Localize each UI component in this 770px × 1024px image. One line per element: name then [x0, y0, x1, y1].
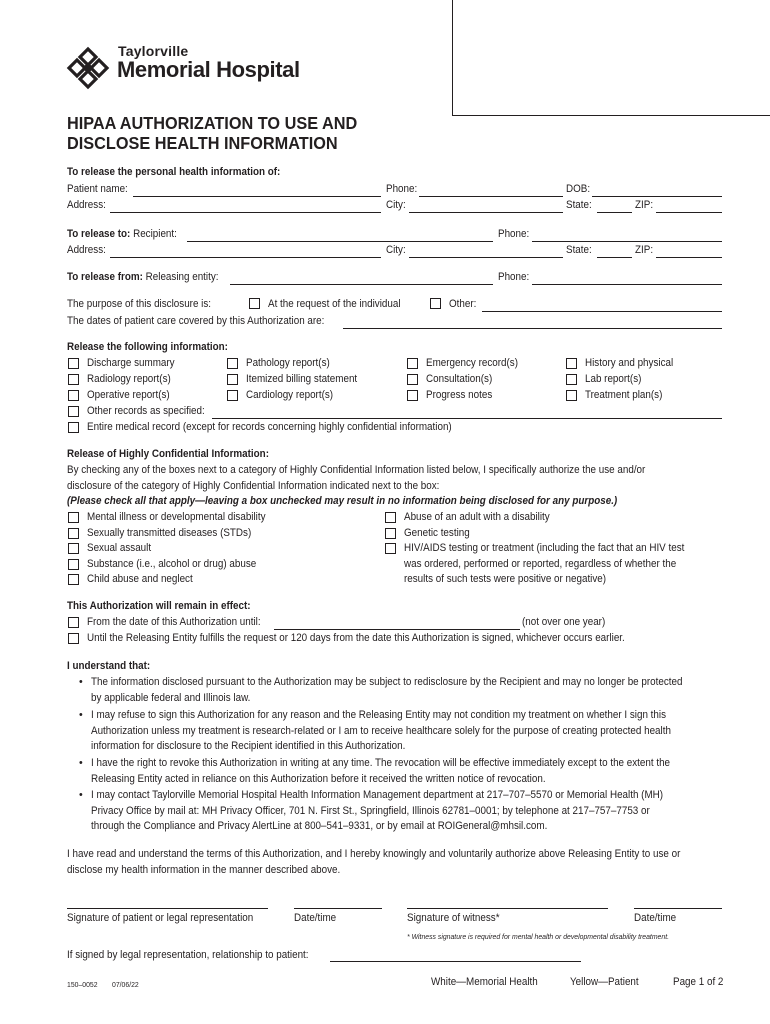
consultation-checkbox[interactable]: [407, 374, 418, 385]
treatment-plan-label: Treatment plan(s): [585, 389, 663, 401]
purpose-other-label: Other:: [449, 298, 477, 310]
history-physical-label: History and physical: [585, 357, 674, 369]
patient-name-label: Patient name:: [67, 183, 128, 195]
relationship-label: If signed by legal representation, relationship to patient:: [67, 949, 309, 961]
bullet-icon: •: [79, 676, 83, 688]
patient-zip-field[interactable]: [656, 200, 722, 213]
substance-abuse-label: Substance (i.e., alcohol or drug) abuse: [87, 558, 257, 570]
understand-b2-l1: I may refuse to sign this Authorization for any reason and the Releasing Entity may not condition my treatment on whether I sign this: [91, 709, 667, 721]
effect-heading: This Authorization will remain in effect:: [67, 600, 251, 612]
understand-b3-l2: Releasing Entity acted in reliance on this Authorization before it received the written notice of revocation.: [91, 773, 546, 785]
recipient-phone-field[interactable]: [532, 229, 722, 242]
confidential-para-1: By checking any of the boxes next to a category of Highly Confidential Information listed below, I specifically authorize the use and/or: [67, 464, 646, 476]
releasing-phone-label: Phone:: [498, 271, 530, 283]
understand-b4-l2: Privacy Office by mail at: MH Privacy Officer, 701 N. First St., Springfield, Illinois 62781–0001; by telephone at 217–757–7753 or: [91, 805, 650, 817]
effect-until-date-label: From the date of this Authorization until:: [87, 616, 261, 628]
other-records-label: Other records as specified:: [87, 405, 205, 417]
patient-city-label: City:: [386, 199, 406, 211]
hiv-label-line1: HIV/AIDS testing or treatment (including the fact that an HIV test: [404, 542, 685, 554]
hiv-checkbox[interactable]: [385, 543, 396, 554]
purpose-label: The purpose of this disclosure is:: [67, 298, 212, 310]
recipient-zip-label: ZIP:: [635, 244, 654, 256]
understand-heading: I understand that:: [67, 660, 151, 672]
page-title-line1: HIPAA AUTHORIZATION TO USE AND: [67, 113, 358, 133]
patient-state-label: State:: [566, 199, 592, 211]
effect-120-days-checkbox[interactable]: [68, 633, 79, 644]
witness-note: * Witness signature is required for mental health or developmental disability treatment.: [407, 932, 670, 941]
patient-address-label: Address:: [67, 199, 106, 211]
care-dates-label: The dates of patient care covered by this Authorization are:: [67, 315, 325, 327]
understand-b1-l2: by applicable federal and Illinois law.: [91, 692, 251, 704]
operative-label: Operative report(s): [87, 389, 170, 401]
adult-abuse-checkbox[interactable]: [385, 512, 396, 523]
confidential-para-2: disclosure of the category of Highly Confidential Information indicated next to the box:: [67, 480, 440, 492]
patient-address-field[interactable]: [110, 200, 381, 213]
child-abuse-label: Child abuse and neglect: [87, 573, 193, 585]
patient-signature-label: Signature of patient or legal representation: [67, 912, 254, 924]
patient-zip-label: ZIP:: [635, 199, 654, 211]
care-dates-field[interactable]: [343, 316, 722, 329]
radiology-label: Radiology report(s): [87, 373, 171, 385]
release-from-label: To release from:: [67, 271, 143, 283]
recipient-city-label: City:: [386, 244, 406, 256]
witness-date-field[interactable]: [634, 897, 722, 909]
sexual-assault-label: Sexual assault: [87, 542, 152, 554]
purpose-individual-label: At the request of the individual: [268, 298, 401, 310]
form-number: 150–0052: [67, 980, 98, 989]
entire-record-label: Entire medical record (except for records concerning highly confidential information): [87, 421, 452, 433]
cardiology-checkbox[interactable]: [227, 390, 238, 401]
hiv-label-line2: was ordered, performed or reported, regardless of whether the: [404, 558, 677, 570]
recipient-zip-field[interactable]: [656, 245, 722, 258]
discharge-summary-label: Discharge summary: [87, 357, 175, 369]
recipient-label: Recipient:: [133, 228, 177, 240]
release-to-label: To release to:: [67, 228, 131, 240]
confidential-heading: Release of Highly Confidential Information:: [67, 448, 269, 460]
pathology-checkbox[interactable]: [227, 358, 238, 369]
effect-until-date-suffix: (not over one year): [522, 616, 606, 628]
radiology-checkbox[interactable]: [68, 374, 79, 385]
patient-date-field[interactable]: [294, 897, 382, 909]
other-records-checkbox[interactable]: [68, 406, 79, 417]
witness-signature-label: Signature of witness*: [407, 912, 500, 924]
entire-record-checkbox[interactable]: [68, 422, 79, 433]
label-box: [452, 0, 770, 116]
understand-b1-l1: The information disclosed pursuant to the Authorization may be subject to redisclosure by the Recipient and may no longer be protected: [91, 676, 683, 688]
adult-abuse-label: Abuse of an adult with a disability: [404, 511, 550, 523]
effect-until-date-checkbox[interactable]: [68, 617, 79, 628]
purpose-individual-checkbox[interactable]: [249, 298, 260, 309]
bullet-icon: •: [79, 709, 83, 721]
relationship-field[interactable]: [330, 950, 581, 962]
consent-line1: I have read and understand the terms of this Authorization, and I hereby knowingly and voluntarily authorize above Releasing Entity to use or: [67, 848, 681, 860]
emergency-label: Emergency record(s): [426, 357, 518, 369]
billing-label: Itemized billing statement: [246, 373, 358, 385]
understand-b2-l2: Authorization unless my treatment is research-related or I am to receive healthcare solely for the purpose of creating protected health: [91, 725, 671, 737]
patient-dob-field[interactable]: [592, 184, 722, 197]
white-copy-label: White—Memorial Health: [431, 976, 538, 988]
progress-notes-checkbox[interactable]: [407, 390, 418, 401]
hospital-logo: [66, 44, 326, 94]
purpose-other-field[interactable]: [482, 299, 722, 312]
patient-dob-label: DOB:: [566, 183, 591, 195]
effect-120-days-label: Until the Releasing Entity fulfills the request or 120 days from the date this Authorization is signed, whichever occurs earlier.: [87, 632, 625, 644]
history-physical-checkbox[interactable]: [566, 358, 577, 369]
recipient-phone-label: Phone:: [498, 228, 530, 240]
discharge-summary-checkbox[interactable]: [68, 358, 79, 369]
consent-line2: disclose my health information in the manner described above.: [67, 864, 341, 876]
patient-phone-label: Phone:: [386, 183, 418, 195]
mental-illness-checkbox[interactable]: [68, 512, 79, 523]
bullet-icon: •: [79, 789, 83, 801]
logo-bottom-text: Memorial Hospital: [117, 57, 300, 82]
progress-notes-label: Progress notes: [426, 389, 493, 401]
recipient-state-field[interactable]: [597, 245, 632, 258]
patient-name-field[interactable]: [133, 184, 381, 197]
yellow-copy-label: Yellow—Patient: [570, 976, 639, 988]
genetic-testing-label: Genetic testing: [404, 527, 470, 539]
sexual-assault-checkbox[interactable]: [68, 543, 79, 554]
treatment-plan-checkbox[interactable]: [566, 390, 577, 401]
witness-date-label: Date/time: [634, 912, 677, 924]
patient-heading: To release the personal health information of:: [67, 166, 281, 178]
patient-state-field[interactable]: [597, 200, 632, 213]
consultation-label: Consultation(s): [426, 373, 493, 385]
pathology-label: Pathology report(s): [246, 357, 330, 369]
emergency-checkbox[interactable]: [407, 358, 418, 369]
cardiology-label: Cardiology report(s): [246, 389, 334, 401]
patient-signature-field[interactable]: [67, 897, 268, 909]
child-abuse-checkbox[interactable]: [68, 574, 79, 585]
confidential-instruction: (Please check all that apply—leaving a box unchecked may result in no information being disclosed for any purpose.): [67, 495, 618, 507]
logo-mark-icon: [66, 46, 110, 90]
understand-b2-l3: information for disclosure to the Recipient identified in this Authorization.: [91, 740, 406, 752]
hiv-label-line3: results of such tests were positive or negative): [404, 573, 607, 585]
logo-top-text: Taylorville: [118, 43, 189, 59]
std-checkbox[interactable]: [68, 528, 79, 539]
witness-signature-field[interactable]: [407, 897, 608, 909]
releasing-entity-label: Releasing entity:: [145, 271, 219, 283]
purpose-other-checkbox[interactable]: [430, 298, 441, 309]
recipient-state-label: State:: [566, 244, 592, 256]
lab-report-label: Lab report(s): [585, 373, 642, 385]
genetic-testing-checkbox[interactable]: [385, 528, 396, 539]
operative-checkbox[interactable]: [68, 390, 79, 401]
page-number: Page 1 of 2: [673, 976, 724, 988]
patient-phone-field[interactable]: [419, 184, 563, 197]
page-title-line2: DISCLOSE HEALTH INFORMATION: [67, 133, 338, 153]
releasing-phone-field[interactable]: [532, 272, 722, 285]
understand-b4-l1: I may contact Taylorville Memorial Hospital Health Information Management department at 217–707–5570 or Memorial Health (MH): [91, 789, 664, 801]
form-date: 07/06/22: [112, 980, 139, 989]
understand-b3-l1: I have the right to revoke this Authorization in writing at any time. The revocation will be effective immediately except to the extent the: [91, 757, 671, 769]
patient-city-field[interactable]: [409, 200, 563, 213]
release-info-heading: Release the following information:: [67, 341, 228, 353]
std-label: Sexually transmitted diseases (STDs): [87, 527, 252, 539]
recipient-address-field[interactable]: [110, 245, 381, 258]
understand-b4-l3: through the Compliance and Privacy AlertLine at 800–541–9331, or by email at ROIGeneral@mhsil.com.: [91, 820, 548, 832]
lab-report-checkbox[interactable]: [566, 374, 577, 385]
substance-abuse-checkbox[interactable]: [68, 559, 79, 570]
release-to-row: [67, 228, 177, 241]
releasing-entity-field[interactable]: [230, 272, 493, 285]
recipient-city-field[interactable]: [409, 245, 563, 258]
other-records-field[interactable]: [212, 406, 722, 419]
recipient-field[interactable]: [187, 229, 493, 242]
recipient-address-label: Address:: [67, 244, 106, 256]
billing-checkbox[interactable]: [227, 374, 238, 385]
patient-date-label: Date/time: [294, 912, 337, 924]
bullet-icon: •: [79, 757, 83, 769]
release-from-row: [67, 271, 219, 284]
effect-until-date-field[interactable]: [274, 617, 520, 630]
mental-illness-label: Mental illness or developmental disability: [87, 511, 266, 523]
